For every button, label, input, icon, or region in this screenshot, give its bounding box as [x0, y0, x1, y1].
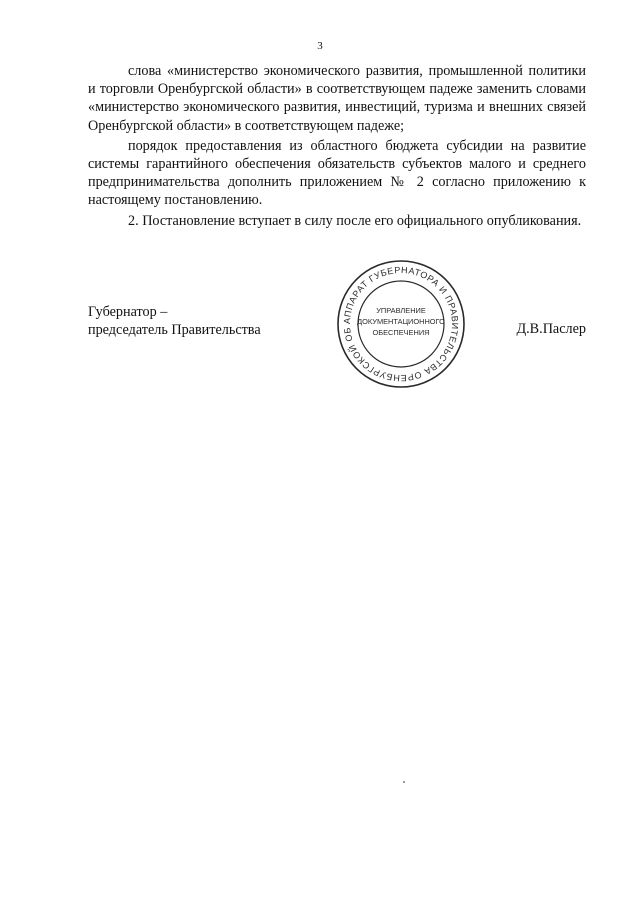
paragraph-subsidy-appendix: порядок предоставления из областного бюджета субсидии на развитие системы гарантийного обеспечения обязательств субъектов малого и среднего предпринимательства дополнить приложением № 2 согласно приложению к настоящему постановлению.	[88, 137, 586, 209]
document-body	[88, 62, 586, 232]
page-number: 3	[317, 40, 323, 52]
paragraph-effective-date: 2. Постановление вступает в силу после его официального опубликования.	[128, 212, 582, 229]
paragraph-rename-ministry: слова «министерство экономического развития, промышленной политики и торговли Оренбургской области» в соответствующем падеже заменить словами «министерство экономического развития, инвестиций, туризма и внешних связей Оренбургской области» в соответствующем падеже;	[88, 63, 586, 134]
signatory-title	[88, 303, 261, 339]
scan-speck	[403, 781, 405, 783]
seal-center-line1: УПРАВЛЕНИЕ	[376, 306, 426, 315]
official-seal-stamp	[335, 258, 467, 390]
signatory-title-line1: Губернатор –	[88, 304, 168, 320]
seal-graphic	[335, 258, 467, 390]
seal-center-line3: ОБЕСПЕЧЕНИЯ	[372, 328, 430, 337]
seal-center-line2: ДОКУМЕНТАЦИОННОГО	[357, 317, 445, 326]
signatory-title-line2: председатель Правительства	[88, 322, 261, 339]
signatory-name: Д.В.Паслер	[516, 321, 586, 337]
seal-ring-text: АППАРАТ ГУБЕРНАТОРА И ПРАВИТЕЛЬСТВА ОРЕНБУРГСКОЙ ОБ	[341, 264, 461, 384]
